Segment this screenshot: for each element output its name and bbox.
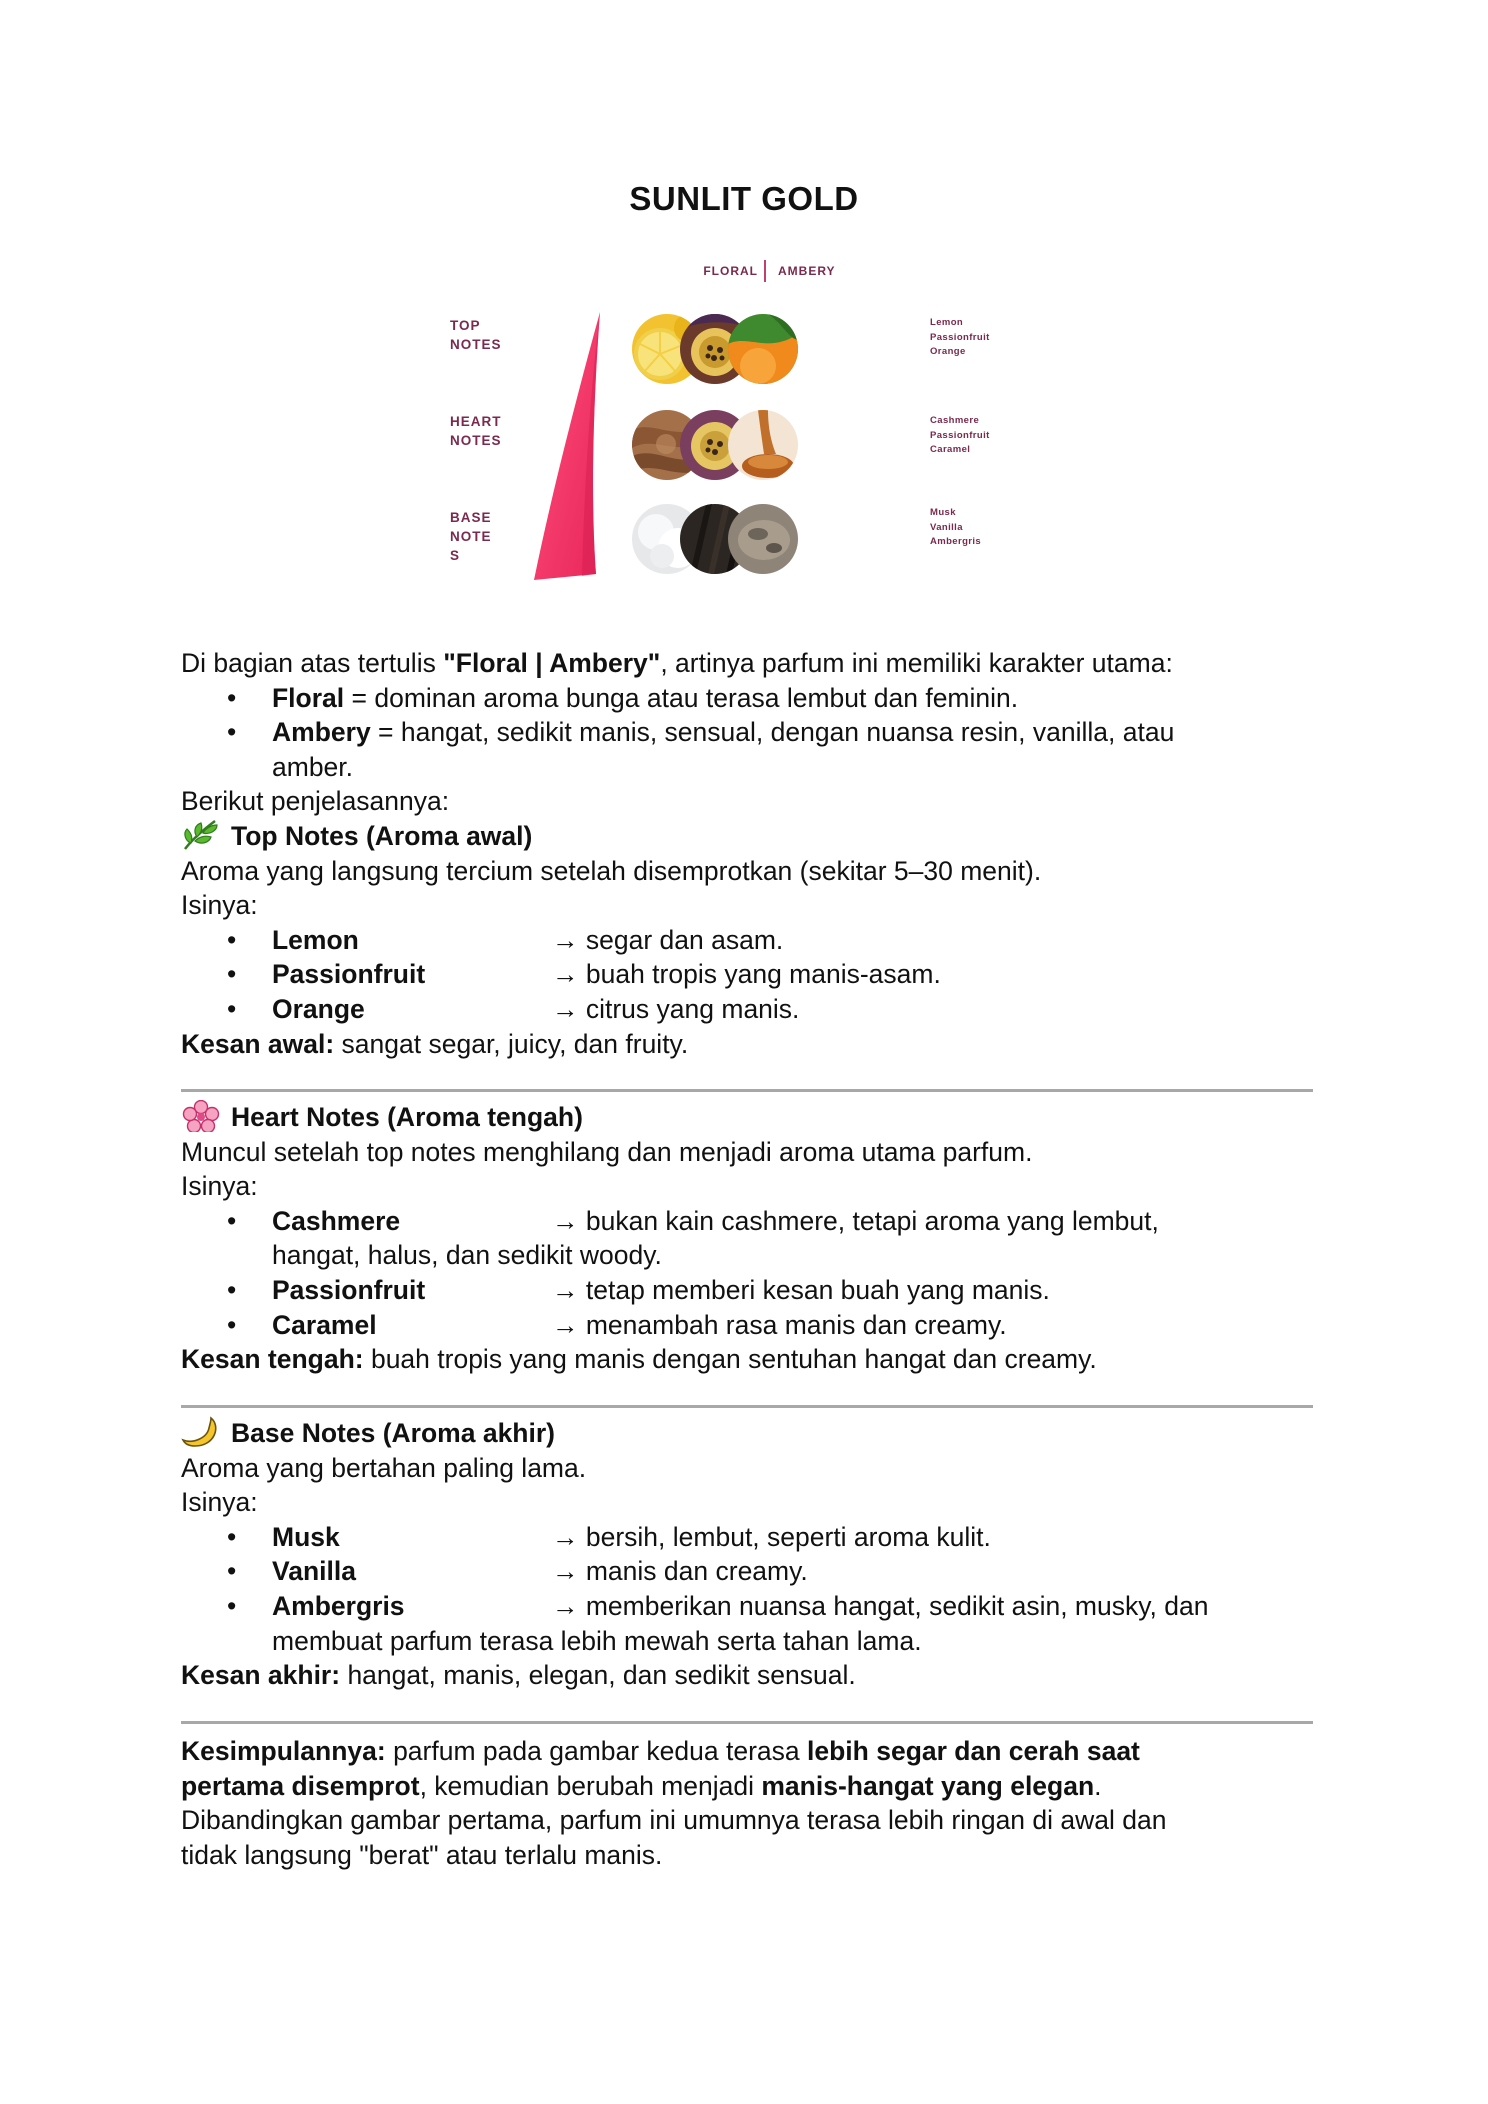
family-header: [680, 260, 860, 284]
top-notes-images: [632, 314, 812, 388]
explain-intro: Berikut penjelasannya:: [181, 786, 450, 817]
heart-notes-names: [930, 414, 1040, 458]
heart-notes-isinya: Isinya:: [181, 1171, 258, 1202]
crescent-moon-icon: [181, 1416, 221, 1448]
base-notes-impression: Kesan akhir: hangat, manis, elegan, dan sedikit sensual.: [181, 1660, 856, 1691]
family-floral-label: FLORAL: [703, 264, 758, 278]
top-notes-desc: Aroma yang langsung tercium setelah disemprotkan (sekitar 5–30 menit).: [181, 855, 1042, 886]
top-notes-title: Top Notes (Aroma awal): [231, 821, 533, 851]
family-separator: [764, 260, 766, 282]
note-passionfruit: Passionfruit: [930, 331, 990, 343]
family-ambery-label: AMBERY: [778, 264, 836, 278]
base-notes-heading: [181, 1416, 555, 1451]
base-notes-title: Base Notes (Aroma akhir): [231, 1418, 555, 1448]
top-notes-list: [181, 923, 1311, 1027]
fragrance-pyramid-figure: [430, 250, 1050, 590]
heart-notes-images: [632, 410, 812, 484]
top-notes-heading: [181, 819, 532, 854]
note-musk: Musk: [930, 507, 956, 518]
pyramid-spike-graphic: [534, 312, 614, 582]
intro-paragraph: Di bagian atas tertulis "Floral | Ambery", artinya parfum ini memiliki karakter utama:: [181, 648, 1173, 678]
note-orange: Orange: [930, 346, 966, 357]
intro-emphasis: "Floral | Ambery": [443, 648, 661, 678]
note-passionfruit: Passionfruit: [930, 429, 990, 441]
heart-notes-desc: Muncul setelah top notes menghilang dan menjadi aroma utama parfum.: [181, 1136, 1033, 1167]
list-item-floral: • Floral = dominan aroma bunga atau terasa lembut dan feminin.: [227, 682, 1019, 713]
note-caramel: Caramel: [930, 444, 971, 455]
herb-icon: [181, 819, 221, 851]
top-notes-names: [930, 316, 1040, 360]
base-notes-names: [930, 506, 1040, 550]
list-item: • Cashmere → bukan kain cashmere, tetapi aroma yang lembut, hangat, halus, dan sedikit woody.: [227, 1205, 1159, 1271]
caramel-image: [728, 410, 798, 480]
list-item: • Passionfruit → tetap memberi kesan buah yang manis.: [227, 1274, 1050, 1305]
base-notes-desc: Aroma yang bertahan paling lama.: [181, 1452, 587, 1483]
base-notes-list: [181, 1520, 1311, 1658]
top-notes-impression: Kesan awal: sangat segar, juicy, dan fruity.: [181, 1028, 689, 1059]
base-notes-images: [632, 504, 812, 578]
heart-notes-title: Heart Notes (Aroma tengah): [231, 1102, 583, 1132]
heart-notes-list: [181, 1204, 1311, 1342]
conclusion-paragraph: Kesimpulannya: parfum pada gambar kedua terasa lebih segar dan cerah saat pertama disemprot, kemudian berubah menjadi manis-hangat yang elegan. Dibandingkan gambar pertama, parfum ini umumnya terasa lebih ringan di awal dan tidak langsung "berat" atau terlalu manis.: [181, 1736, 1167, 1870]
document-title: SUNLIT GOLD: [629, 180, 859, 217]
note-ambergris: Ambergris: [930, 536, 982, 547]
list-item: • Caramel → menambah rasa manis dan creamy.: [227, 1309, 1007, 1340]
base-notes-isinya: Isinya:: [181, 1487, 258, 1518]
section-divider: [181, 1721, 1313, 1724]
list-item: • Musk → bersih, lembut, seperti aroma kulit.: [227, 1521, 991, 1552]
top-notes-label: TOP NOTES: [450, 318, 502, 352]
orange-image: [728, 314, 798, 384]
heart-notes-heading: [181, 1100, 583, 1135]
cherry-blossom-icon: [181, 1100, 221, 1132]
ambergris-image: [728, 504, 798, 574]
base-notes-label: BASE NOTE S: [450, 510, 492, 563]
section-divider: [181, 1089, 1313, 1092]
heart-notes-impression: Kesan tengah: buah tropis yang manis dengan sentuhan hangat dan creamy.: [181, 1344, 1097, 1375]
heart-notes-label: HEART NOTES: [450, 414, 502, 448]
section-divider: [181, 1405, 1313, 1408]
list-item: • Lemon → segar dan asam.: [227, 924, 784, 955]
note-cashmere: Cashmere: [930, 415, 980, 426]
list-item: • Orange → citrus yang manis.: [227, 993, 800, 1024]
note-lemon: Lemon: [930, 317, 964, 328]
top-notes-isinya: Isinya:: [181, 890, 258, 921]
note-vanilla: Vanilla: [930, 521, 963, 533]
list-item-ambery: • Ambery = hangat, sedikit manis, sensual, dengan nuansa resin, vanilla, atau amber.: [227, 717, 1175, 782]
character-list: [181, 681, 1311, 785]
list-item: • Passionfruit → buah tropis yang manis-asam.: [227, 959, 941, 990]
list-item: • Vanilla → manis dan creamy.: [227, 1556, 808, 1587]
list-item: • Ambergris → memberikan nuansa hangat, sedikit asin, musky, dan membuat parfum terasa lebih mewah serta tahan lama.: [227, 1590, 1209, 1656]
